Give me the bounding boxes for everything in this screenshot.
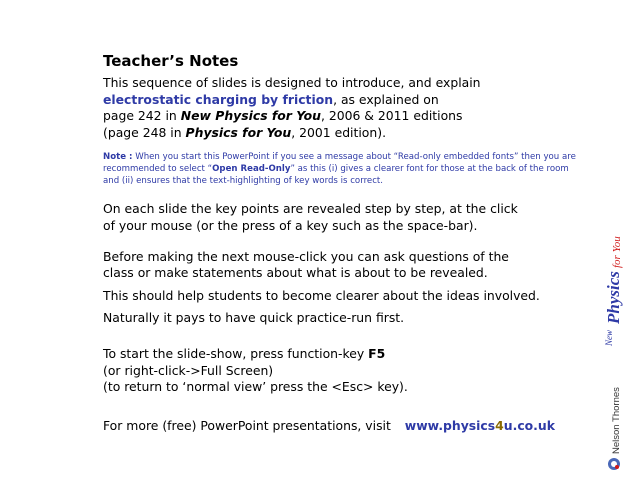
intro-line-2: , as explained on	[333, 91, 439, 107]
highlight-text: electrostatic charging by friction	[103, 91, 334, 107]
intro-line-4-post: , 2001 edition).	[291, 124, 387, 140]
note-text-2: ” as this (i) gives a clearer font for those at the back of the room and (ii) ensures that the text-highlighting of key words is correct.	[103, 164, 569, 187]
publisher-name: Nelson Thornes	[611, 387, 622, 454]
intro-line-3-pre: page 242 in	[103, 108, 181, 124]
start-line-3: (to return to ‘normal view’ press the <Esc> key).	[103, 379, 408, 395]
logo-new: New	[604, 329, 614, 346]
reveal-line-2: of your mouse (or the press of a key such as the space-bar).	[103, 217, 478, 233]
url-part-2: .co.uk	[512, 417, 555, 433]
clearer-paragraph: This should help students to become clearer about the ideas involved.	[103, 287, 540, 303]
website-link[interactable]	[405, 418, 555, 433]
footer-paragraph	[103, 418, 583, 435]
questions-paragraph	[103, 249, 583, 282]
intro-line-4-pre: (page 248 in	[103, 124, 186, 140]
start-line-2: (or right-click->Full Screen)	[103, 362, 274, 378]
note-label: Note :	[103, 152, 133, 163]
intro-line-1: This sequence of slides is designed to introduce, and explain	[103, 75, 481, 90]
brand-sidebar	[586, 200, 638, 478]
note-text-1: When you start this PowerPoint if you see a message about “Read-only embedded fonts” then you are recommended to select “	[103, 152, 576, 175]
physics-for-you-logo	[604, 236, 623, 347]
slide-content	[103, 52, 583, 434]
url-four: 4	[495, 417, 504, 433]
note-bold: Open Read-Only	[212, 164, 291, 175]
f5-key: F5	[368, 345, 386, 361]
intro-line-3-post: , 2006 & 2011 editions	[320, 108, 463, 124]
page-title: Teacher’s Notes	[103, 52, 239, 70]
nelson-thornes-logo	[608, 387, 622, 470]
book-title-1: New Physics for You	[180, 108, 321, 124]
book-title-2: Physics for You	[185, 124, 292, 140]
note-paragraph	[103, 151, 583, 187]
reveal-paragraph	[103, 201, 583, 234]
questions-line-2: class or make statements about what is about to be revealed.	[103, 265, 488, 281]
logo-physics: Physics	[604, 271, 623, 324]
url-u: u	[503, 417, 513, 433]
questions-line-1: Before making the next mouse-click you can ask questions of the	[103, 248, 509, 264]
reveal-line-1: On each slide the key points are revealed step by step, at the click	[103, 201, 518, 217]
logo-for-you: for You	[611, 236, 623, 268]
start-paragraph	[103, 346, 583, 396]
intro-paragraph	[103, 75, 583, 141]
footer-text: For more (free) PowerPoint presentations, visit	[103, 417, 391, 433]
start-line-1: To start the slide-show, press function-key	[103, 345, 369, 361]
url-part-1: www.physics	[404, 417, 496, 433]
practice-paragraph: Naturally it pays to have quick practice-run first.	[103, 310, 405, 326]
